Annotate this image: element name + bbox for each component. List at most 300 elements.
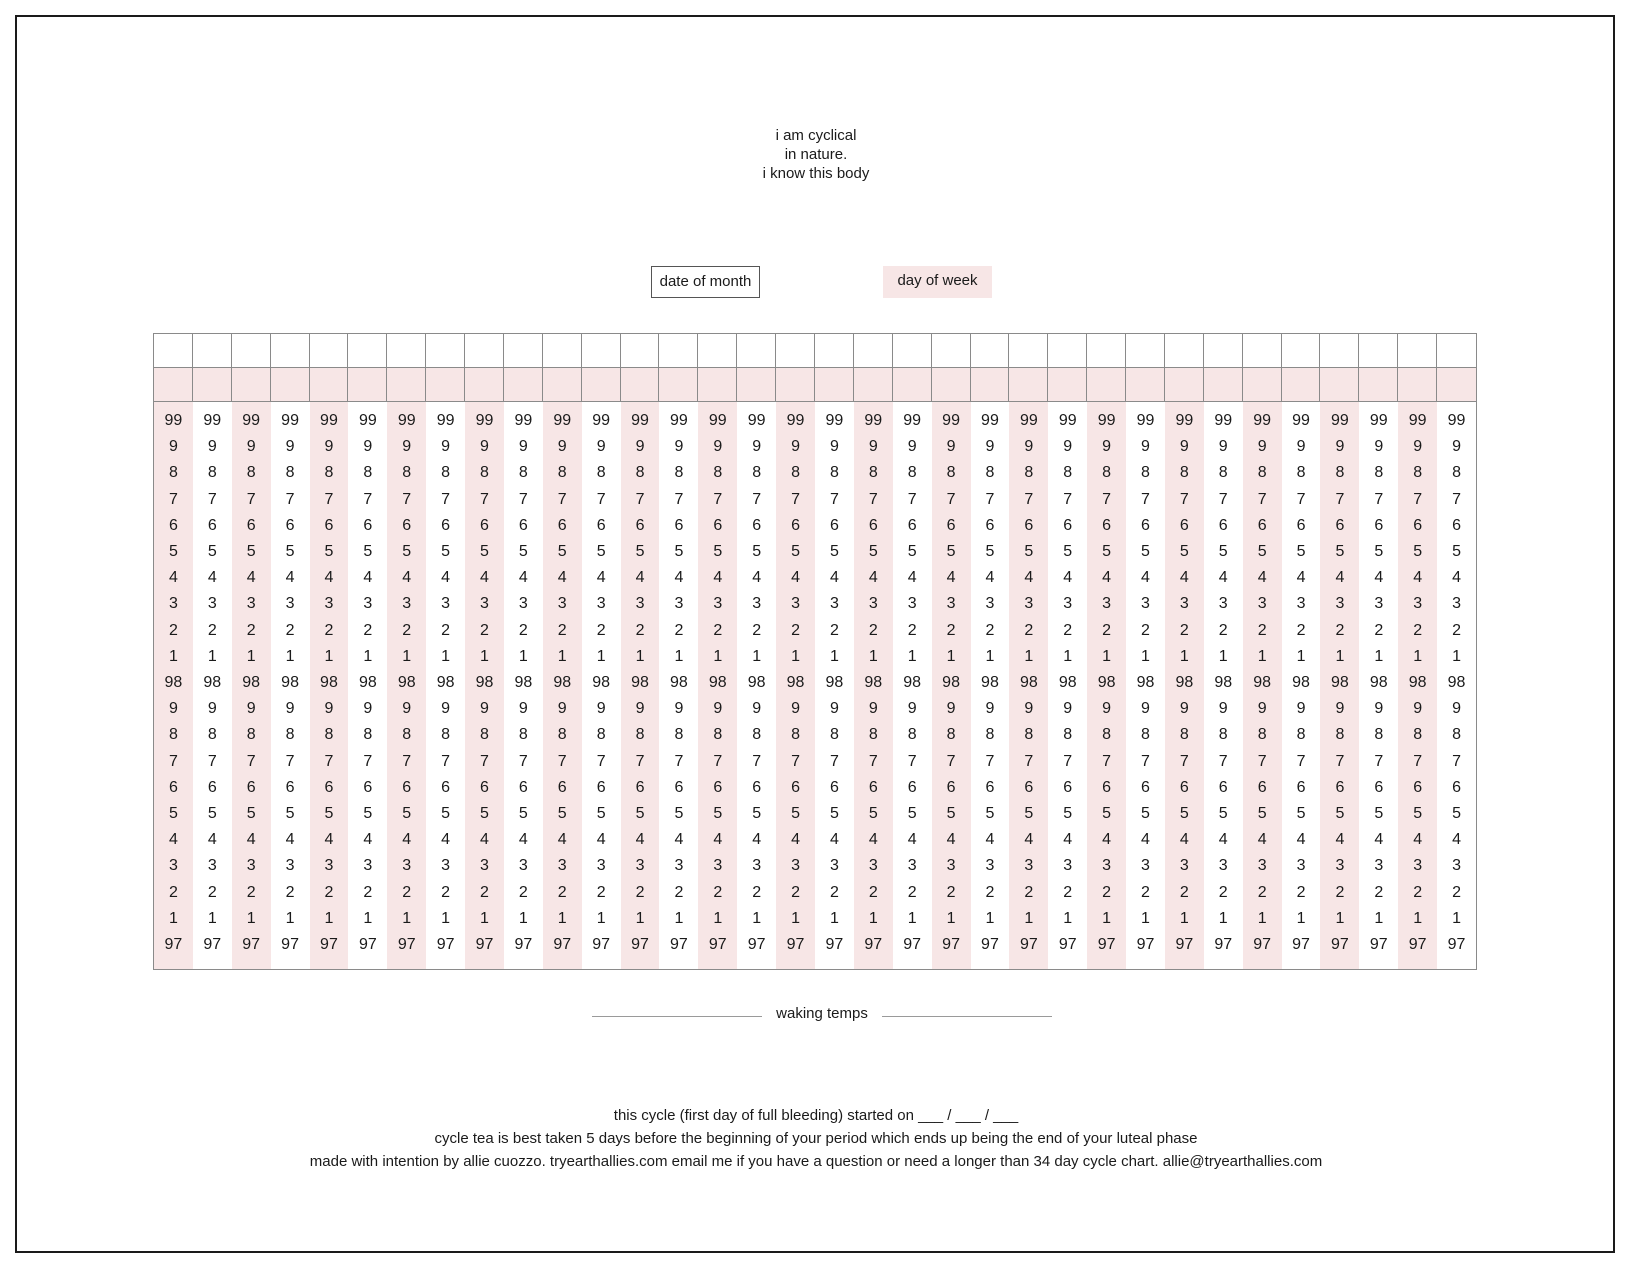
temp-mark[interactable]: 98 [631, 674, 649, 691]
temp-mark[interactable]: 9 [1335, 700, 1345, 718]
temp-mark[interactable]: 7 [713, 490, 723, 508]
temp-mark[interactable]: 6 [1374, 516, 1384, 534]
temp-mark[interactable]: 6 [557, 516, 567, 534]
temp-mark[interactable]: 99 [1214, 412, 1233, 429]
temp-mark[interactable]: 3 [1296, 857, 1306, 875]
temp-mark[interactable]: 1 [1413, 647, 1423, 665]
temp-mark[interactable]: 4 [1179, 831, 1189, 849]
temp-mark[interactable]: 7 [1218, 490, 1228, 508]
temp-mark[interactable]: 6 [635, 778, 645, 796]
temp-mark[interactable]: 8 [441, 464, 451, 482]
temp-mark[interactable]: 1 [868, 909, 878, 927]
temp-mark[interactable]: 97 [592, 936, 611, 953]
temp-mark[interactable]: 7 [946, 490, 956, 508]
temp-mark[interactable]: 8 [324, 464, 334, 482]
date-of-month-cell[interactable] [698, 334, 737, 368]
temp-mark[interactable]: 2 [868, 883, 878, 901]
temp-mark[interactable]: 2 [791, 883, 800, 901]
temp-mark[interactable]: 1 [246, 909, 256, 927]
temp-mark[interactable]: 97 [1214, 936, 1233, 953]
temp-mark[interactable]: 1 [1335, 647, 1345, 665]
temp-mark[interactable]: 2 [480, 621, 489, 639]
temp-mark[interactable]: 3 [713, 857, 723, 875]
temp-mark[interactable]: 9 [946, 438, 956, 456]
temp-mark[interactable]: 6 [713, 778, 723, 796]
temp-mark[interactable]: 5 [1063, 805, 1073, 822]
temp-mark[interactable]: 97 [1292, 936, 1310, 953]
temp-mark[interactable]: 7 [635, 490, 645, 508]
temp-mark[interactable]: 1 [1102, 909, 1112, 927]
temp-mark[interactable]: 2 [1452, 621, 1461, 639]
temp-mark[interactable]: 1 [1063, 909, 1073, 927]
temp-mark[interactable]: 6 [1024, 778, 1034, 796]
temp-mark[interactable]: 7 [363, 752, 373, 770]
temp-mark[interactable]: 3 [1452, 595, 1461, 613]
temp-mark[interactable]: 97 [1253, 936, 1272, 953]
temp-mark[interactable]: 9 [713, 438, 723, 456]
temp-mark[interactable]: 4 [1218, 831, 1228, 849]
temp-mark[interactable]: 6 [557, 778, 567, 796]
temp-mark[interactable]: 99 [281, 412, 299, 429]
temp-mark[interactable]: 3 [557, 857, 567, 875]
temp-mark[interactable]: 3 [1179, 595, 1189, 613]
temp-mark[interactable]: 3 [324, 595, 334, 613]
temp-mark[interactable]: 9 [829, 438, 839, 456]
temp-mark[interactable]: 9 [324, 438, 334, 456]
temp-mark[interactable]: 3 [441, 595, 451, 613]
date-of-month-cell[interactable] [426, 334, 465, 368]
temp-mark[interactable]: 5 [480, 543, 489, 560]
temp-mark[interactable]: 6 [1335, 516, 1345, 534]
temp-mark[interactable]: 7 [1179, 490, 1189, 508]
date-of-month-cell[interactable] [971, 334, 1010, 368]
temp-mark[interactable]: 8 [791, 464, 800, 482]
temp-mark[interactable]: 98 [475, 674, 494, 691]
temp-mark[interactable]: 3 [1257, 595, 1267, 613]
temp-mark[interactable]: 99 [708, 412, 727, 429]
temp-mark[interactable]: 9 [791, 438, 800, 456]
temp-mark[interactable]: 6 [674, 516, 684, 534]
temp-mark[interactable]: 9 [791, 700, 800, 718]
temp-mark[interactable]: 1 [1218, 909, 1228, 927]
temp-mark[interactable]: 97 [1019, 936, 1038, 953]
temp-mark[interactable]: 2 [518, 621, 528, 639]
temp-mark[interactable]: 1 [1413, 909, 1423, 927]
temp-mark[interactable]: 9 [1374, 700, 1384, 718]
temp-mark[interactable]: 1 [946, 909, 956, 927]
temp-mark[interactable]: 8 [285, 464, 295, 482]
temp-mark[interactable]: 98 [864, 674, 883, 691]
temp-mark[interactable]: 3 [829, 857, 839, 875]
temp-mark[interactable]: 1 [1296, 909, 1306, 927]
temp-mark[interactable]: 7 [1374, 490, 1384, 508]
temp-mark[interactable]: 97 [903, 936, 922, 953]
temp-mark[interactable]: 2 [791, 621, 800, 639]
temp-mark[interactable]: 98 [1408, 674, 1427, 691]
temp-mark[interactable]: 3 [1374, 857, 1384, 875]
temp-mark[interactable]: 9 [635, 438, 645, 456]
temp-mark[interactable]: 2 [713, 883, 723, 901]
temp-mark[interactable]: 2 [713, 621, 723, 639]
temp-mark[interactable]: 97 [1058, 936, 1077, 953]
temp-mark[interactable]: 9 [1218, 700, 1228, 718]
temp-mark[interactable]: 8 [1296, 726, 1306, 744]
temp-mark[interactable]: 1 [907, 909, 917, 927]
temp-mark[interactable]: 7 [1335, 490, 1345, 508]
temp-mark[interactable]: 4 [441, 569, 451, 587]
temp-mark[interactable]: 2 [207, 621, 217, 639]
temp-mark[interactable]: 97 [1369, 936, 1388, 953]
temp-mark[interactable]: 5 [324, 543, 334, 560]
temp-mark[interactable]: 5 [363, 805, 373, 822]
temp-mark[interactable]: 6 [829, 516, 839, 534]
temp-mark[interactable]: 3 [168, 595, 178, 613]
temp-mark[interactable]: 7 [1296, 752, 1306, 770]
temp-mark[interactable]: 3 [946, 595, 956, 613]
temp-mark[interactable]: 7 [1257, 490, 1267, 508]
day-of-week-cell[interactable] [193, 368, 232, 402]
temp-mark[interactable]: 3 [791, 595, 800, 613]
day-of-week-cell[interactable] [1437, 368, 1476, 402]
temp-mark[interactable]: 8 [1024, 726, 1034, 744]
temp-mark[interactable]: 8 [635, 464, 645, 482]
temp-mark[interactable]: 5 [1374, 805, 1384, 822]
temp-mark[interactable]: 97 [631, 936, 649, 953]
day-of-week-cell[interactable] [465, 368, 504, 402]
temp-mark[interactable]: 5 [635, 805, 645, 822]
temp-mark[interactable]: 6 [829, 778, 839, 796]
day-of-week-cell[interactable] [271, 368, 310, 402]
temp-mark[interactable]: 9 [1257, 700, 1267, 718]
date-of-month-cell[interactable] [348, 334, 387, 368]
temp-mark[interactable]: 99 [1369, 412, 1388, 429]
day-of-week-cell[interactable] [543, 368, 582, 402]
temp-mark[interactable]: 9 [868, 700, 878, 718]
temp-mark[interactable]: 6 [1374, 778, 1384, 796]
temp-mark[interactable]: 9 [207, 700, 217, 718]
temp-mark[interactable]: 3 [402, 595, 412, 613]
temp-mark[interactable]: 3 [713, 595, 723, 613]
temp-mark[interactable]: 3 [985, 595, 995, 613]
temp-mark[interactable]: 3 [596, 857, 606, 875]
temp-mark[interactable]: 98 [592, 674, 611, 691]
temp-mark[interactable]: 4 [946, 831, 956, 849]
temp-mark[interactable]: 2 [285, 883, 295, 901]
temp-mark[interactable]: 5 [985, 543, 995, 560]
temp-mark[interactable]: 3 [1218, 857, 1228, 875]
temp-mark[interactable]: 6 [946, 516, 956, 534]
temp-mark[interactable]: 4 [791, 569, 800, 587]
temp-mark[interactable]: 99 [786, 412, 805, 429]
temp-mark[interactable]: 8 [674, 726, 684, 744]
temp-mark[interactable]: 4 [713, 831, 723, 849]
temp-mark[interactable]: 4 [985, 569, 995, 587]
temp-mark[interactable]: 6 [168, 778, 178, 796]
temp-mark[interactable]: 8 [713, 464, 723, 482]
temp-mark[interactable]: 8 [402, 464, 412, 482]
temp-mark[interactable]: 2 [557, 883, 567, 901]
temp-mark[interactable]: 3 [752, 595, 762, 613]
temp-mark[interactable]: 7 [1102, 752, 1112, 770]
temp-mark[interactable]: 6 [480, 778, 489, 796]
temp-mark[interactable]: 98 [981, 674, 999, 691]
temp-mark[interactable]: 4 [402, 569, 412, 587]
temp-mark[interactable]: 2 [246, 621, 256, 639]
temp-mark[interactable]: 7 [363, 490, 373, 508]
temp-mark[interactable]: 98 [670, 674, 688, 691]
temp-mark[interactable]: 97 [1408, 936, 1427, 953]
temp-mark[interactable]: 99 [825, 412, 844, 429]
temp-mark[interactable]: 4 [1257, 569, 1267, 587]
temp-mark[interactable]: 8 [1024, 464, 1034, 482]
temp-mark[interactable]: 6 [791, 516, 800, 534]
temp-mark[interactable]: 8 [207, 464, 217, 482]
temp-mark[interactable]: 99 [981, 412, 999, 429]
temp-mark[interactable]: 99 [514, 412, 533, 429]
temp-mark[interactable]: 6 [907, 516, 917, 534]
temp-mark[interactable]: 9 [1063, 700, 1073, 718]
temp-mark[interactable]: 98 [1369, 674, 1388, 691]
temp-mark[interactable]: 9 [1257, 438, 1267, 456]
temp-mark[interactable]: 1 [1452, 909, 1461, 927]
temp-mark[interactable]: 4 [285, 569, 295, 587]
temp-mark[interactable]: 97 [864, 936, 883, 953]
date-of-month-cell[interactable] [1359, 334, 1398, 368]
temp-mark[interactable]: 1 [207, 909, 217, 927]
temp-mark[interactable]: 4 [1452, 569, 1461, 587]
temp-mark[interactable]: 9 [829, 700, 839, 718]
temp-mark[interactable]: 1 [635, 909, 645, 927]
temp-mark[interactable]: 1 [985, 909, 995, 927]
temp-mark[interactable]: 7 [1374, 752, 1384, 770]
temp-mark[interactable]: 2 [946, 883, 956, 901]
temp-mark[interactable]: 5 [1257, 543, 1267, 560]
day-of-week-cell[interactable] [659, 368, 698, 402]
temp-mark[interactable]: 7 [1452, 490, 1461, 508]
temp-mark[interactable]: 6 [363, 516, 373, 534]
temp-mark[interactable]: 8 [363, 464, 373, 482]
temp-mark[interactable]: 9 [168, 438, 178, 456]
temp-mark[interactable]: 8 [1296, 464, 1306, 482]
temp-mark[interactable]: 7 [635, 752, 645, 770]
temp-mark[interactable]: 4 [246, 569, 256, 587]
temp-mark[interactable]: 3 [1024, 595, 1034, 613]
day-of-week-cell[interactable] [154, 368, 193, 402]
temp-mark[interactable]: 9 [596, 438, 606, 456]
temp-mark[interactable]: 7 [907, 490, 917, 508]
temp-mark[interactable]: 3 [1141, 595, 1150, 613]
temp-mark[interactable]: 3 [402, 857, 412, 875]
temp-mark[interactable]: 97 [320, 936, 338, 953]
temp-mark[interactable]: 1 [518, 647, 528, 665]
temp-mark[interactable]: 6 [1218, 778, 1228, 796]
temp-mark[interactable]: 7 [246, 490, 256, 508]
temp-mark[interactable]: 5 [363, 543, 373, 560]
temp-mark[interactable]: 4 [868, 569, 878, 587]
temp-mark[interactable]: 5 [868, 805, 878, 822]
temp-mark[interactable]: 1 [752, 909, 762, 927]
temp-mark[interactable]: 6 [635, 516, 645, 534]
temp-mark[interactable]: 6 [1257, 516, 1267, 534]
temp-mark[interactable]: 99 [242, 412, 261, 429]
temp-mark[interactable]: 1 [402, 647, 412, 665]
date-of-month-cell[interactable] [310, 334, 349, 368]
temp-mark[interactable]: 9 [518, 700, 528, 718]
temp-mark[interactable]: 7 [402, 490, 412, 508]
temp-mark[interactable]: 9 [635, 700, 645, 718]
temp-mark[interactable]: 99 [397, 412, 416, 429]
temp-mark[interactable]: 7 [518, 752, 528, 770]
temp-mark[interactable]: 4 [596, 831, 606, 849]
temp-mark[interactable]: 5 [324, 805, 334, 822]
temp-mark[interactable]: 5 [557, 805, 567, 822]
temp-mark[interactable]: 97 [942, 936, 960, 953]
temp-mark[interactable]: 5 [1296, 805, 1306, 822]
temp-mark[interactable]: 8 [1063, 726, 1073, 744]
temp-mark[interactable]: 6 [402, 516, 412, 534]
temp-mark[interactable]: 3 [246, 857, 256, 875]
temp-mark[interactable]: 1 [1141, 647, 1150, 665]
day-of-week-cell[interactable] [1048, 368, 1087, 402]
temp-mark[interactable]: 9 [557, 438, 567, 456]
temp-mark[interactable]: 97 [708, 936, 727, 953]
temp-mark[interactable]: 2 [1218, 883, 1228, 901]
temp-mark[interactable]: 3 [285, 857, 295, 875]
temp-mark[interactable]: 9 [518, 438, 528, 456]
temp-mark[interactable]: 2 [1374, 621, 1384, 639]
date-of-month-cell[interactable] [776, 334, 815, 368]
temp-mark[interactable]: 8 [635, 726, 645, 744]
temp-mark[interactable]: 7 [1413, 490, 1423, 508]
temp-mark[interactable]: 1 [441, 909, 451, 927]
temp-mark[interactable]: 99 [203, 412, 222, 429]
temp-mark[interactable]: 97 [164, 936, 183, 953]
temp-mark[interactable]: 5 [1218, 805, 1228, 822]
temp-mark[interactable]: 7 [985, 490, 995, 508]
temp-mark[interactable]: 1 [1179, 647, 1189, 665]
temp-mark[interactable]: 2 [596, 883, 606, 901]
temp-mark[interactable]: 2 [752, 621, 762, 639]
temp-mark[interactable]: 8 [1141, 464, 1150, 482]
temp-mark[interactable]: 9 [1296, 700, 1306, 718]
temp-mark[interactable]: 2 [285, 621, 295, 639]
temp-mark[interactable]: 2 [1179, 621, 1189, 639]
temp-mark[interactable]: 98 [747, 674, 766, 691]
temp-mark[interactable]: 4 [285, 831, 295, 849]
temp-mark[interactable]: 5 [752, 805, 762, 822]
temp-mark[interactable]: 3 [363, 857, 373, 875]
temp-mark[interactable]: 5 [168, 805, 178, 822]
temp-mark[interactable]: 5 [752, 543, 762, 560]
temp-mark[interactable]: 8 [985, 464, 995, 482]
temp-mark[interactable]: 5 [518, 805, 528, 822]
temp-mark[interactable]: 8 [557, 726, 567, 744]
temp-mark[interactable]: 5 [402, 543, 412, 560]
day-of-week-cell[interactable] [932, 368, 971, 402]
temp-mark[interactable]: 2 [207, 883, 217, 901]
temp-mark[interactable]: 3 [868, 595, 878, 613]
temp-mark[interactable]: 8 [985, 726, 995, 744]
temp-mark[interactable]: 4 [1063, 569, 1073, 587]
temp-mark[interactable]: 98 [1058, 674, 1077, 691]
day-of-week-cell[interactable] [1126, 368, 1165, 402]
temp-mark[interactable]: 5 [596, 543, 606, 560]
date-of-month-cell[interactable] [1087, 334, 1126, 368]
temp-mark[interactable]: 7 [946, 752, 956, 770]
temp-mark[interactable]: 2 [1024, 883, 1034, 901]
temp-mark[interactable]: 8 [1063, 464, 1073, 482]
temp-mark[interactable]: 4 [363, 569, 373, 587]
temp-mark[interactable]: 2 [635, 883, 645, 901]
temp-mark[interactable]: 2 [168, 883, 178, 901]
temp-mark[interactable]: 4 [596, 569, 606, 587]
temp-mark[interactable]: 6 [1218, 516, 1228, 534]
temp-mark[interactable]: 5 [674, 543, 684, 560]
temp-mark[interactable]: 5 [596, 805, 606, 822]
temp-mark[interactable]: 1 [752, 647, 762, 665]
temp-mark[interactable]: 9 [402, 700, 412, 718]
temp-mark[interactable]: 7 [674, 490, 684, 508]
temp-mark[interactable]: 2 [363, 883, 373, 901]
day-of-week-cell[interactable] [1204, 368, 1243, 402]
temp-mark[interactable]: 4 [1335, 569, 1345, 587]
temp-mark[interactable]: 2 [1102, 883, 1112, 901]
temp-mark[interactable]: 5 [868, 543, 878, 560]
temp-mark[interactable]: 4 [1063, 831, 1073, 849]
temp-mark[interactable]: 6 [713, 516, 723, 534]
day-of-week-cell[interactable] [232, 368, 271, 402]
temp-mark[interactable]: 99 [553, 412, 572, 429]
temp-mark[interactable]: 9 [752, 700, 762, 718]
temp-mark[interactable]: 4 [1413, 569, 1423, 587]
temp-mark[interactable]: 9 [1063, 438, 1073, 456]
temp-mark[interactable]: 97 [358, 936, 377, 953]
temp-mark[interactable]: 99 [1058, 412, 1077, 429]
temp-mark[interactable]: 4 [518, 831, 528, 849]
temp-mark[interactable]: 6 [1296, 778, 1306, 796]
temp-mark[interactable]: 5 [829, 805, 839, 822]
temp-mark[interactable]: 8 [1413, 464, 1423, 482]
temp-mark[interactable]: 5 [713, 543, 723, 560]
temp-mark[interactable]: 9 [285, 438, 295, 456]
temp-mark[interactable]: 99 [1019, 412, 1038, 429]
temp-mark[interactable]: 8 [168, 464, 178, 482]
temp-mark[interactable]: 6 [752, 778, 762, 796]
day-of-week-cell[interactable] [776, 368, 815, 402]
temp-mark[interactable]: 7 [713, 752, 723, 770]
temp-mark[interactable]: 99 [436, 412, 455, 429]
temp-mark[interactable]: 9 [246, 700, 256, 718]
temp-mark[interactable]: 97 [397, 936, 416, 953]
temp-mark[interactable]: 6 [752, 516, 762, 534]
temp-mark[interactable]: 98 [553, 674, 572, 691]
temp-mark[interactable]: 9 [324, 700, 334, 718]
temp-mark[interactable]: 1 [518, 909, 528, 927]
temp-mark[interactable]: 98 [281, 674, 299, 691]
temp-mark[interactable]: 9 [363, 700, 373, 718]
temp-mark[interactable]: 6 [1452, 778, 1461, 796]
temp-mark[interactable]: 7 [596, 490, 606, 508]
temp-mark[interactable]: 1 [868, 647, 878, 665]
temp-mark[interactable]: 1 [674, 909, 684, 927]
temp-mark[interactable]: 1 [285, 647, 295, 665]
temp-mark[interactable]: 5 [791, 805, 800, 822]
temp-mark[interactable]: 6 [985, 778, 995, 796]
temp-mark[interactable]: 8 [946, 464, 956, 482]
temp-mark[interactable]: 3 [1413, 595, 1423, 613]
temp-mark[interactable]: 99 [1292, 412, 1310, 429]
temp-mark[interactable]: 6 [1413, 778, 1423, 796]
